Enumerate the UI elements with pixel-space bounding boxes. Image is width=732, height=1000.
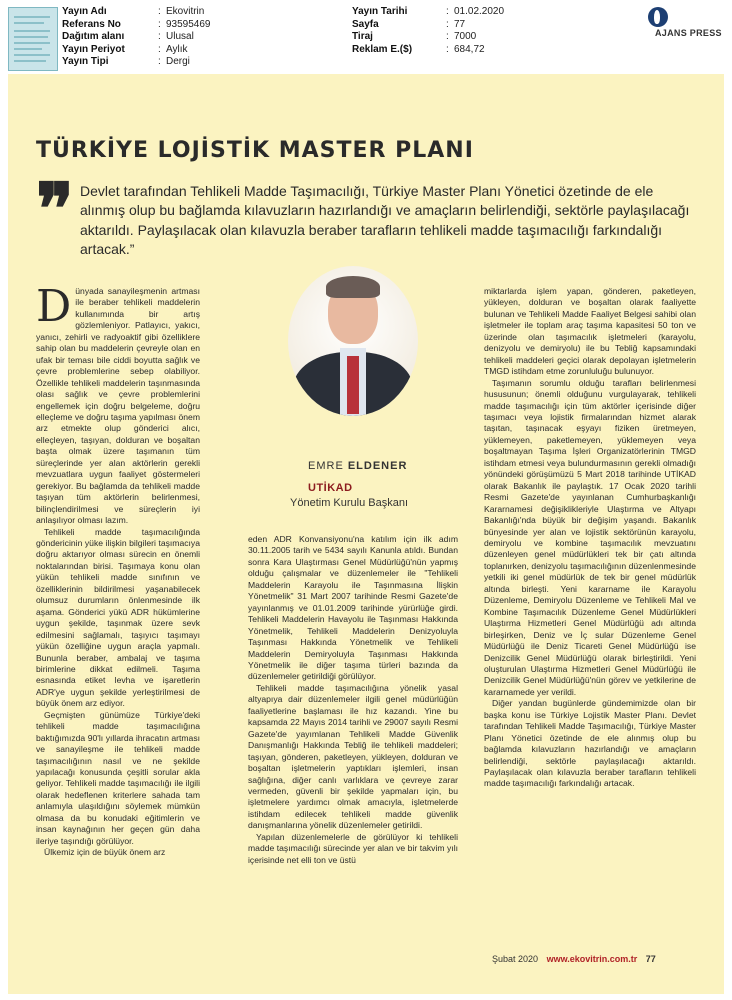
meta-row: Reklam E.($) : 684,72: [352, 43, 485, 55]
paragraph: Tehlikeli madde taşımacılığında göndericinin yüke ilişkin bilgileri taşımacıya doğru aktarıyor olması sürecin en önemli noktalarından birisi. Taşımaya konu olan yükün tehlikeli madde sınıfının ve özelliklerinin bildirilmesi yaşanabilecek olumsuz durumların önlenmesinde ilk aşama. Gönderici yükü ADR hükümlerine uygun şekilde, taşınmak üzere sevk edilmesini sağlamalı, taşıyıcı taşımayı yükün özelliğine uygun araçla yapmalı. Bununla beraber, ambalaj ve taşıma birimlerine dikkat edilmeli. Taşıma esnasında etiket levha ve işaretlerin ADR'ye uygun şekilde yerleştirilmesi de büyük önem arz ediyor.: [36, 526, 200, 709]
portrait-photo: [288, 266, 418, 416]
column-1: [36, 281, 200, 859]
person-org: UTİKAD: [308, 482, 353, 494]
article-title: TÜRKİYE LOJİSTİK MASTER PLANI: [36, 138, 474, 163]
meta-row: Tiraj : 7000: [352, 31, 477, 43]
person-role: Yönetim Kurulu Başkanı: [290, 497, 409, 509]
paragraph: eden ADR Konvansiyonu'na katılım için ilk adım 30.11.2005 tarih ve 5434 sayılı Kanunla atıldı. Bundan sonra Kara Ulaştırması Genel Müdürlüğü'nün yapmış olduğu çalışmalar ve düzenlemeler ile "Tehlikeli Maddelerin Karayolu ile Taşınmasına İlişkin Yönetmelik" 31 Mart 2007 tarihinde Resmi Gazete'de yayınlanmış ve 01.01.2009 tarihinde yürürlüğe girdi. Tehlikeli Maddelerin Havayolu ile Taşınması Hakkında Yönetmelik, Tehlikeli Maddelerin Denizyoluyla Taşınması Hakkında Yönetmelik ve Tehlikeli Maddelerin Demiryoluyla Taşınması Hakkında Yönetmelik ile diğer taşıma türleri bazında da düzenlemeler getirildiği görülüyor.: [248, 534, 458, 682]
meta-left: [62, 6, 211, 69]
drop-cap: D: [36, 281, 72, 332]
magazine-page: [8, 74, 724, 994]
paragraph: Tehlikeli madde taşımacılığına yönelik yasal altyapıya dair düzenlemeler ilgili genel müdürlüğün faaliyetlerine başlaması ile hız kazandı. Yine bu kapsamda 22 Mayıs 2014 tarihli ve 29007 sayılı Resmi Gazete'de yayımlanan Tehlikeli Madde Güvenlik Danışmanlığı Hakkında Tebliğ ile tehlikeli maddeleri; taşıyan, gönderen, paketleyen, yükleyen, dolduran ve boşaltan işletmelerin yaptıkları işlemleri, insan sağlığına, diğer canlı varlıklara ve çevreye zarar vermeden, güvenli bir şekilde yapmaları için, bu işletmelere yardımcı olmak amacıyla, işletmelerde istihdam edilecek tehlikeli madde güvenlik danışmanlarına yönelik düzenlemeler getirildi.: [248, 682, 458, 831]
clipping-header: [0, 0, 732, 72]
meta-row: Yayın Periyot : Aylık: [62, 43, 188, 55]
paragraph: Ülkemiz için de büyük önem arz: [44, 847, 166, 858]
person-name: EMRE ELDENER: [308, 460, 408, 472]
meta-row: Yayın Tarihi : 01.02.2020: [352, 6, 505, 17]
meta-row: Sayfa : 77: [352, 18, 466, 30]
paragraph: Yapılan düzenlemelerle de görülüyor ki tehlikeli madde taşımacılığı sürecinde yer alan ve bir takvim yılı içerisinde net elli ton ve üstü: [248, 831, 458, 865]
page-thumbnail[interactable]: [8, 7, 58, 71]
column-2: [248, 534, 458, 866]
meta-right: [352, 6, 504, 56]
article-lead: Devlet tarafından Tehlikeli Madde Taşımacılığı, Türkiye Master Planı Yönetici özetinde de ele alınmış olup bu bağlamda kılavuzların hazırlandığı ve amaçların belirlendiği, sektörle paylaşılacağı aktarıldı. Paylaşılacak olan kılavuzla beraber tarafların tehlikeli madde taşımacılığı farkındalığı artacak.”: [80, 183, 690, 257]
column-3: [484, 286, 696, 790]
quote-mark-icon: ❞: [36, 167, 74, 250]
paragraph: miktarlarda işlem yapan, gönderen, paketleyen, yükleyen, dolduran ve boşaltan olarak faaliyette bulunan ve Tehlikeli Madde Faaliyet Belgesi sahibi olan işletmeler ile toplam araç taşıma kapasitesi 50 ton ve üzerinde olan taşımacılık işletmeleri (karayolu, denizyolu ve demiryolu) ile bu Tebliğ kapsamındaki tehlikeli maddeleri geçici olarak depolayan işletmelerin TMGD istihdam etme zorunluluğu bulunuyor.: [484, 286, 696, 377]
paragraph: Geçmişten günümüze Türkiye'deki tehlikeli madde taşımacılığına baktığımızda 90'lı yıllarda ihracatın artması ve sanayileşme ile tehlikeli madde taşımacılığının nasıl ve ne şekilde yapılacağı konusunda çeşitli sorular akla geliyor. Tehlikeli madde taşımacılığı ile ilgili olarak hedeflenen kriterlere sahada tam anlamıyla ulaşıldığını söylemek mümkün olmasa da bu konudaki eğitimlerin ve insan kaynağının her geçen gün daha ileriye taşındığı görülüyor.: [36, 709, 200, 846]
footer-date: Şubat 2020: [492, 954, 539, 964]
meta-row: Yayın Tipi : Dergi: [62, 56, 190, 68]
paragraph: Taşımanın sorumlu olduğu tarafları belirlenmesi hususunun; önemli olduğunu vurgulayarak, tehlikeli madde taşımacılığı için tüm aktörler içerisinde diğer taşımacı veya lojistik firmalarından hizmet alarak taşıtan, taşınacak eşyayı fiziken üretmeyen, yüklemeyen, paketlemeyen, yüklemeyen veya boşaltmayan Taşıma İşleri Organizatörlerinin TMGD istihdam etmesi veya bulundurmasının gerekli olmadığı yönündeki görüşümüzü 5 Mart 2018 tarihinde UTİKAD olarak Bakanlık ile paylaştık. 17 Ocak 2020 tarihli Resmi Gazete'de yayınlanan Cumhurbaşkanlığı Kararnamesi değişiklikleriyle Ulaştırma ve Altyapı Bakanlığı'nda büyük bir değişim yaşandı. Bakanlık bünyesinde yer alan ve lojistik sektörünün karayolu, demiryolu ve kombine taşımacılık mevzuatını düzenleyen genel müdürlükleri tek bir çatı altında toplanırken, denizyolu taşımacılığının düzenlenmesinde yetkili iki genel müdürlük de tek bir genel müdürlük altında birleşti. Yeni kararname ile Karayolu Düzenleme, Demiryolu Düzenleme ve Tehlikeli Mal ve Kombine Taşımacılık Düzenleme Genel Müdürlükleri Ulaştırma Hizmetleri Genel Müdürlüğü adı altında birleşirken, Deniz ve İç sular Düzenleme Genel Müdürlüğü ile Deniz Ticareti Genel Müdürlüğü ise Denizcilik Genel Müdürlüğü olarak birleştirildi. Yeni oluşturulan Ulaştırma Hizmetleri Genel Müdürlüğü ile Denizcilik Genel Müdürlüğü'nün görev ve yetkilerine de kararnamede yer verildi.: [484, 377, 696, 697]
footer-url[interactable]: www.ekovitrin.com.tr: [546, 954, 638, 964]
page-footer: [492, 954, 656, 964]
meta-row: Yayın Adı : Ekovitrin: [62, 6, 205, 17]
paragraph: Diğer yandan bugünlerde gündemimizde olan bir başka konu ise Türkiye Lojistik Master Planı. Devlet tarafından Tehlikeli Madde Taşımacılığı, Türkiye Master Planı Yönetici özetinde de ele alınmış olup bu bağlamda kılavuzların hazırlandığı ve amaçların belirlendiği, sektörle paylaşılacağı aktarıldı. Paylaşılacak olan kılavuzla beraber tarafların tehlikeli madde taşımacılığı farkındalığı artacak.: [484, 698, 696, 789]
meta-row: Referans No : 93595469: [62, 18, 211, 30]
meta-row: Dağıtım alanı : Ulusal: [62, 31, 194, 43]
logo-text: AJANS PRESS: [655, 28, 722, 38]
ajans-press-logo-icon: [648, 7, 668, 27]
footer-page-number: 77: [645, 954, 656, 964]
paragraph: Dünyada sanayileşmenin artması ile beraber tehlikeli maddelerin kullanımında bir artış gözlemleniyor. Patlayıcı, yakıcı, yanıcı, zehirli ve radyoaktif gibi özelliklere sahip olan bu maddelerin çevreyle olan en ufak bir teması bile ciddi boyutta sağlık ve çevre problemlerine sebep olabiliyor. Özellikle tehlikeli maddelerin taşınmasında olası sağlık ve çevre problemlerini engellemek için doğru belgeleme, doğru elleçleme ve doğru taşıma yapılması önem arz etmekte olup gönderici alıcı, elleçleyen, taşıyan, dolduran ve boşaltan başta olmak üzere taşımanın tüm süreçlerinde yer alan aktörlerin gerekli mevzuatlara uygun faaliyet göstermeleri gerekiyor. Bu bağlamda da tehlikeli madde taşıyan tüm aktörlerin belirlenmesi, bilinçlendirilmesi ve süreçlerin iyi anlaşılıyor olması lazım.: [36, 281, 200, 526]
